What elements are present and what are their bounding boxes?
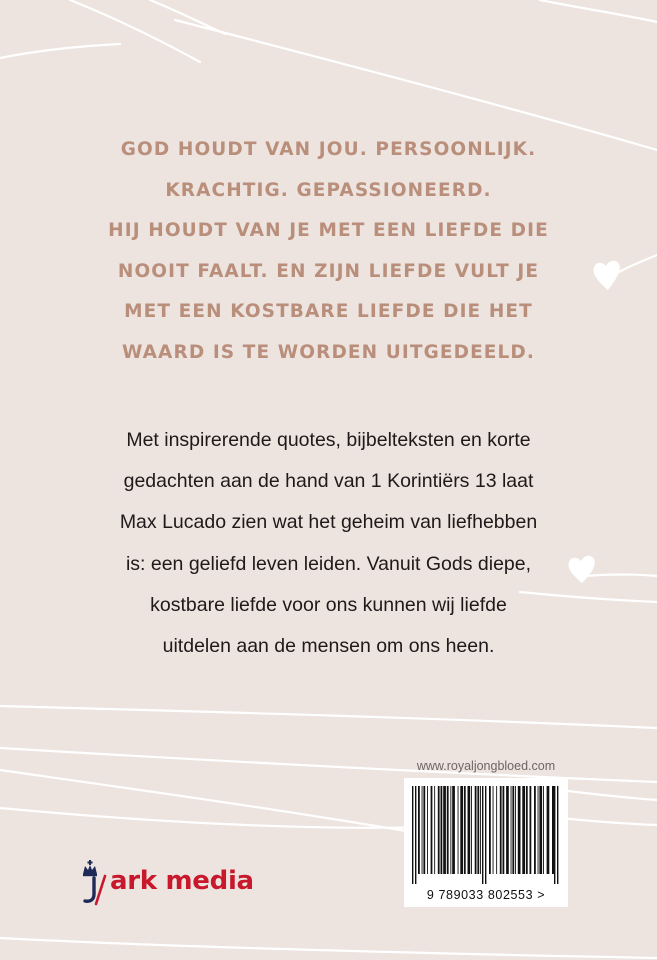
barcode-guard-bar [482, 786, 483, 884]
barcode-bar [423, 786, 425, 874]
barcode-bar [538, 786, 539, 874]
crown-icon [80, 856, 108, 906]
tagline-block [40, 130, 617, 373]
line-top-right [540, 0, 657, 22]
isbn-barcode [404, 778, 568, 907]
barcode-bar [471, 786, 472, 874]
barcode-bar [511, 786, 512, 874]
tagline-line: HIJ HOUDT VAN JE MET EEN LIEFDE DIE [108, 220, 549, 241]
barcode-guard-bar [412, 786, 413, 884]
barcode-bar [468, 786, 471, 874]
line-low-3 [0, 770, 470, 842]
barcode-bar [427, 786, 428, 874]
barcode-bar [452, 786, 455, 874]
tagline-line: NOOIT FAALT. EN ZIJN LIEFDE VULT JE [117, 260, 540, 282]
barcode-bar [515, 786, 516, 874]
barcode-bar [464, 786, 466, 874]
blurb-line: uitdelen aan de mensen om ons heen. [162, 635, 495, 658]
tagline-line: WAARD IS TE WORDEN UITGEDEELD. [121, 341, 536, 363]
line-low-5 [560, 790, 657, 800]
publisher-website: www.royaljongbloed.com [416, 759, 556, 773]
barcode-bar [518, 786, 521, 874]
barcode-bar [496, 786, 497, 874]
barcode-bar [418, 786, 420, 874]
publisher-name: ark media [110, 866, 254, 896]
line-top-left-3 [0, 44, 120, 58]
barcode-guard-bar [557, 786, 558, 884]
blurb-block [40, 420, 617, 667]
barcode-bar [447, 786, 449, 874]
barcode-bar [477, 786, 479, 874]
line-top-left-1 [70, 0, 200, 62]
barcode-bar [431, 786, 433, 874]
barcode-bar [422, 786, 423, 874]
barcode-guard-bar [485, 786, 486, 884]
barcode-bar [506, 786, 509, 874]
barcode-bar [530, 786, 532, 874]
barcode-guard-bar [415, 786, 416, 884]
barcode-bar [493, 786, 494, 874]
blurb-line: kostbare liefde voor ons kunnen wij liefde [150, 593, 507, 616]
line-low-6 [560, 818, 657, 825]
isbn-number: 9 789033 802553 > [426, 888, 546, 902]
barcode-bar [522, 786, 525, 874]
line-low-4 [0, 808, 470, 828]
line-low-1 [0, 706, 657, 728]
barcode-bar [458, 786, 459, 874]
barcode-bar [534, 786, 536, 874]
barcode-bar [434, 786, 435, 874]
blurb-line: gedachten aan de hand van 1 Korintiërs 13 laat [123, 470, 534, 493]
barcode-bar [539, 786, 542, 874]
barcode-bar [450, 786, 451, 874]
barcode-bar [438, 786, 440, 874]
blurb-line: Met inspirerende quotes, bijbelteksten en korte [126, 429, 531, 451]
barcode-bar [500, 786, 502, 874]
publisher-logo [80, 856, 254, 906]
tagline-line: MET EEN KOSTBARE LIEFDE DIE HET [124, 301, 533, 322]
barcode-bar [475, 786, 477, 874]
blurb-line: Max Lucado zien wat het geheim van liefhebben [119, 511, 538, 534]
barcode-bar [443, 786, 446, 874]
barcode-bar [526, 786, 528, 874]
blurb-line: is: een geliefd leven leiden. Vanuit Gods diepe, [125, 552, 532, 575]
barcode-guard-bar [554, 786, 555, 884]
barcode-bar [460, 786, 463, 874]
tagline-line: KRACHTIG. GEPASSIONEERD. [165, 179, 492, 201]
barcode-bar [480, 786, 481, 874]
tagline-line: GOD HOUDT VAN JOU. PERSOONLIJK. [120, 139, 537, 160]
barcode-bar [441, 786, 443, 874]
barcode-bar [543, 786, 544, 874]
line-bottom [0, 938, 657, 958]
barcode-bars [412, 786, 560, 884]
barcode-bar [547, 786, 550, 874]
barcode-bar [512, 786, 514, 874]
barcode-bar [489, 786, 491, 874]
barcode-bar [503, 786, 505, 874]
